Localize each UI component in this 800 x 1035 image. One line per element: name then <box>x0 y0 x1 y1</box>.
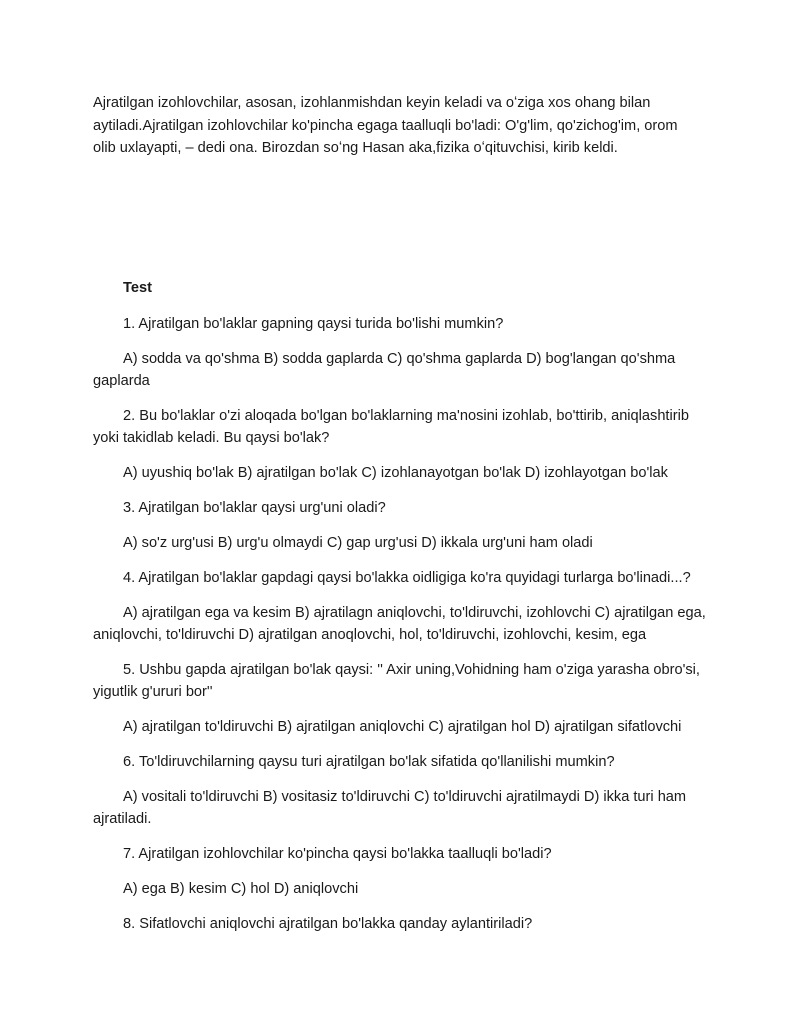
answer-options-1: A) sodda va qo'shma B) sodda gaplarda C) qo'shma gaplarda D) bog'langan qo'shma gaplarda <box>93 351 676 389</box>
answer-options-2: A) uyushiq bo'lak B) ajratilgan bo'lak C) izohlanayotgan bo'lak D) izohlayotgan bo'lak <box>123 465 668 481</box>
test-section <box>93 277 713 948</box>
answer-options-6: A) vositali to'ldiruvchi B) vositasiz to'ldiruvchi C) to'ldiruvchi ajratilmaydi D) ikka turi ham ajratiladi. <box>93 789 687 827</box>
question-5: 5. Ushbu gapda ajratilgan bo'lak qaysi: '' Axir uning,Vohidning ham o'ziga yarasha obro'si, yigutlik g'ururi bor'' <box>93 662 700 700</box>
answer-options-3: A) so'z urg'usi B) urg'u olmaydi C) gap urg'usi D) ikkala urg'uni ham oladi <box>123 535 593 551</box>
answer-options-7: A) ega B) kesim C) hol D) aniqlovchi <box>123 881 359 897</box>
question-2: 2. Bu bo'laklar o'zi aloqada bo'lgan bo'laklarning ma'nosini izohlab, bo'ttirib, aniqlashtirib yoki takidlab keladi. Bu qaysi bo'lak? <box>93 408 689 446</box>
question-6: 6. To'ldiruvchilarning qaysu turi ajratilgan bo'lak sifatida qo'llanilishi mumkin? <box>123 754 615 770</box>
question-7: 7. Ajratilgan izohlovchilar ko'pincha qaysi bo'lakka taalluqli bo'ladi? <box>123 846 552 862</box>
question-1: 1. Ajratilgan bo'laklar gapning qaysi turida bo'lishi mumkin? <box>123 316 504 332</box>
question-4: 4. Ajratilgan bo'laklar gapdagi qaysi bo'lakka oidligiga ko'ra quyidagi turlarga bo'linadi...? <box>123 570 691 586</box>
question-3: 3. Ajratilgan bo'laklar qaysi urg'uni oladi? <box>123 500 386 516</box>
answer-options-4: A) ajratilgan ega va kesim B) ajratilagn aniqlovchi, to'ldiruvchi, izohlovchi C) ajratilgan ega, aniqlovchi, to'ldiruvchi D) ajratilgan anoqlovchi, hol, to'ldiruvchi, izohlovchi, kesim, ega <box>93 605 706 643</box>
answer-options-5: A) ajratilgan to'ldiruvchi B) ajratilgan aniqlovchi C) ajratilgan hol D) ajratilgan sifatlovchi <box>123 719 682 735</box>
question-8: 8. Sifatlovchi aniqlovchi ajratilgan bo'lakka qanday aylantiriladi? <box>123 916 533 932</box>
test-title: Test <box>123 280 152 296</box>
intro-paragraph: Ajratilgan izohlovchilar, asosan, izohlanmishdan keyin keladi va oʻziga xos ohang bilan aytiladi.Ajratilgan izohlovchilar ko'pincha egaga taalluqli bo'ladi: O'g'lim, qo'zichog'im, orom olib uxlayapti, – dedi ona. Birozdan soʻng Hasan aka,fizika oʻqituvchisi, kirib keldi. <box>93 95 678 156</box>
